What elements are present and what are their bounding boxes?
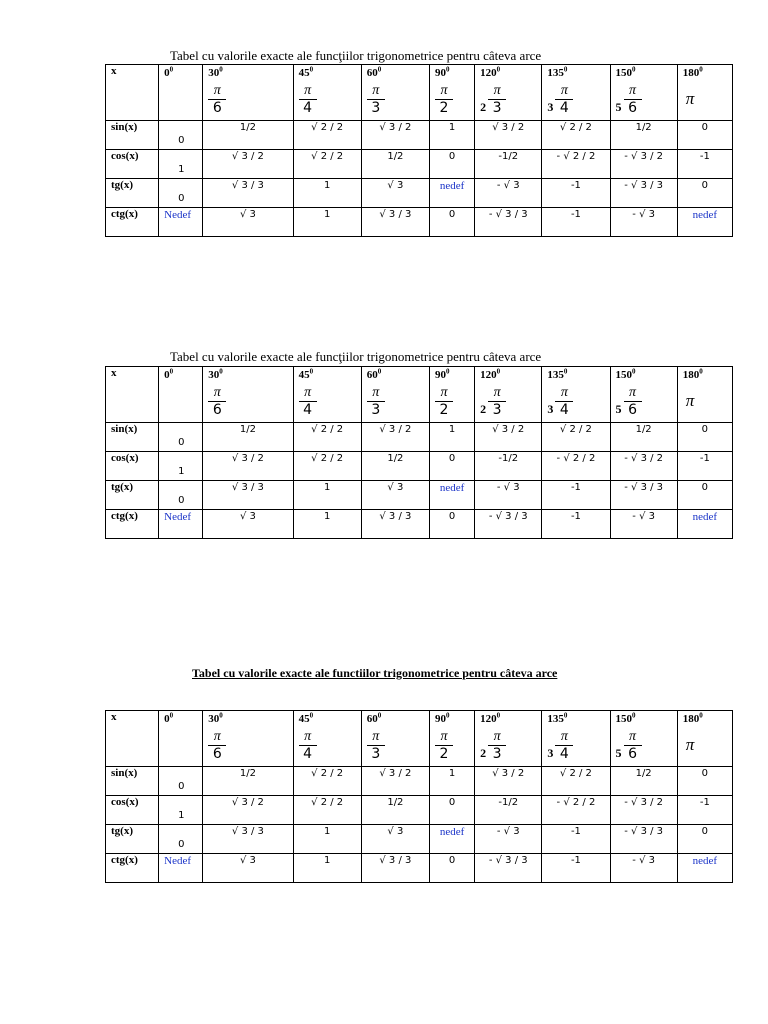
fraction: $\frac{\pi}{2}$ [435,83,453,116]
value-cell: √ 3 / 2 [379,122,412,133]
value-cell: - √ 3 / 2 [624,797,664,808]
cos-row [106,796,733,825]
value-cell: -1 [570,209,581,220]
value-cell: 0 [178,193,185,204]
col-120deg: $120^0$ 2 $\frac{\pi}{3}$ [475,367,542,423]
sin-row [106,767,733,796]
col-30deg: $30^0$ $\frac{\pi}{6}$ [203,65,293,121]
col-180deg: $180^0$ π [677,711,732,767]
fraction: 3 $\frac{\pi}{4}$ [547,729,573,762]
ctg-row [106,208,733,237]
value-cell: - √ 3 / 3 [624,482,664,493]
value-cell: 1/2 [239,424,256,435]
value-cell: 1 [323,855,331,866]
trig-table-2 [105,366,733,539]
row-label: sin(x) [111,423,138,435]
value-cell: √ 3 [387,482,404,493]
value-cell: - √ 3 / 2 [624,453,664,464]
ctg-row [106,510,733,539]
value-cell: - √ 3 [496,180,520,191]
value-cell: 1 [323,826,331,837]
col-180deg: $180^0$ π [677,65,732,121]
value-cell: √ 2 / 2 [311,424,344,435]
value-cell: - √ 3 / 3 [488,511,528,522]
x-header: x [106,65,159,121]
value-cell: 0 [448,151,456,162]
value-cell: √ 3 / 2 [379,424,412,435]
trig-table-1 [105,64,733,237]
value-cell: 0 [448,209,456,220]
col-60deg: $60^0$ $\frac{\pi}{3}$ [361,367,429,423]
value-cell: 0 [448,511,456,522]
sin-row [106,121,733,150]
header-row [106,65,733,121]
value-cell: - √ 3 / 3 [624,180,664,191]
value-cell: -1/2 [498,151,519,162]
value-cell: 1/2 [239,768,256,779]
value-cell: -1 [570,826,581,837]
value-cell: -1 [699,453,710,464]
row-label: cos(x) [111,452,139,464]
row-label: tg(x) [111,481,133,493]
row-label: ctg(x) [111,208,138,220]
value-cell: - √ 3 / 3 [488,855,528,866]
fraction: 3 $\frac{\pi}{4}$ [547,83,573,116]
row-label: sin(x) [111,121,138,133]
col-120deg: $120^0$ 2 $\frac{\pi}{3}$ [475,711,542,767]
value-cell: -1 [570,855,581,866]
value-cell: - √ 3 / 3 [624,826,664,837]
col-150deg: $150^0$ 5 $\frac{\pi}{6}$ [610,367,677,423]
value-cell: 1 [448,424,456,435]
fraction: $\frac{\pi}{6}$ [208,83,226,116]
row-label: sin(x) [111,767,138,779]
row-label: cos(x) [111,150,139,162]
fraction: 2 $\frac{\pi}{3}$ [480,385,506,418]
col-45deg: $45^0$ $\frac{\pi}{4}$ [293,367,361,423]
value-cell: Nedef [164,209,192,221]
row-label: tg(x) [111,825,133,837]
value-cell: 0 [448,855,456,866]
value-cell: √ 2 / 2 [311,122,344,133]
value-cell: -1 [570,482,581,493]
header-row [106,711,733,767]
value-cell: √ 2 / 2 [311,768,344,779]
fraction: $\frac{\pi}{4}$ [299,385,317,418]
value-cell: -1/2 [498,797,519,808]
value-cell: 1 [178,164,185,175]
value-cell: - √ 3 [496,826,520,837]
header-row [106,367,733,423]
value-cell: 0 [701,768,709,779]
value-cell: √ 3 [387,826,404,837]
value-cell: √ 3 / 3 [379,209,412,220]
value-cell: 1/2 [635,424,652,435]
value-cell: √ 3 / 3 [231,180,264,191]
fraction: $\frac{\pi}{6}$ [208,385,226,418]
fraction: $\frac{\pi}{6}$ [208,729,226,762]
col-90deg: $90^0$ $\frac{\pi}{2}$ [429,65,474,121]
col-120deg: $120^0$ 2 $\frac{\pi}{3}$ [475,65,542,121]
value-cell: 0 [178,495,185,506]
fraction: $\frac{\pi}{2}$ [435,729,453,762]
value-cell: - √ 2 / 2 [556,453,596,464]
ctg-row [106,854,733,883]
x-header: x [106,711,159,767]
value-cell: 0 [448,453,456,464]
row-label: cos(x) [111,796,139,808]
value-cell: - √ 3 [632,209,655,220]
col-135deg: $135^0$ 3 $\frac{\pi}{4}$ [542,65,610,121]
tg-row [106,481,733,510]
tg-row [106,179,733,208]
value-cell: 0 [178,839,185,850]
value-cell: √ 3 / 3 [379,855,412,866]
value-cell: -1/2 [498,453,519,464]
value-cell: 1/2 [387,151,404,162]
value-cell: - √ 3 [632,855,655,866]
value-cell: 1 [323,180,331,191]
value-cell: √ 3 [239,209,256,220]
value-cell: √ 3 [387,180,404,191]
value-cell: √ 2 / 2 [559,768,592,779]
col-30deg: $30^0$ $\frac{\pi}{6}$ [203,367,293,423]
value-cell: √ 2 / 2 [311,797,344,808]
value-cell: 1 [448,768,456,779]
row-label: tg(x) [111,179,133,191]
fraction: $\frac{\pi}{4}$ [299,729,317,762]
value-cell: √ 2 / 2 [311,151,344,162]
value-cell: 0 [178,781,185,792]
value-cell: √ 2 / 2 [559,122,592,133]
table-title-2: Tabel cu valorile exacte ale funcţiilor trigonometrice pentru câteva arce [170,349,542,364]
row-label: ctg(x) [111,510,138,522]
value-cell: 0 [178,135,185,146]
col-0deg: $0^0$ [159,367,203,423]
value-cell: √ 3 / 2 [379,768,412,779]
col-180deg: $180^0$ π [677,367,732,423]
value-cell: √ 3 / 2 [492,768,525,779]
col-60deg: $60^0$ $\frac{\pi}{3}$ [361,65,429,121]
value-cell: nedef [692,209,718,221]
value-cell: Nedef [164,855,192,867]
value-cell: 0 [701,482,709,493]
value-cell: nedef [692,511,718,523]
fraction: $\frac{\pi}{3}$ [367,83,385,116]
table-title-1: Tabel cu valorile exacte ale funcţiilor trigonometrice pentru câteva arce [170,48,542,63]
value-cell: √ 3 / 3 [231,826,264,837]
value-cell: 0 [448,797,456,808]
col-0deg: $0^0$ [159,711,203,767]
value-cell: - √ 2 / 2 [556,151,596,162]
fraction: $\frac{\pi}{4}$ [299,83,317,116]
row-label: ctg(x) [111,854,138,866]
fraction: $\frac{\pi}{3}$ [367,729,385,762]
value-cell: - √ 3 [496,482,520,493]
col-30deg: $30^0$ $\frac{\pi}{6}$ [203,711,293,767]
value-cell: 0 [178,437,185,448]
cos-row [106,150,733,179]
fraction: 2 $\frac{\pi}{3}$ [480,729,506,762]
value-cell: 1 [323,482,331,493]
col-45deg: $45^0$ $\frac{\pi}{4}$ [293,65,361,121]
value-cell: 1 [323,209,331,220]
col-90deg: $90^0$ $\frac{\pi}{2}$ [429,367,474,423]
col-135deg: $135^0$ 3 $\frac{\pi}{4}$ [542,367,610,423]
trig-table-3 [105,710,733,883]
fraction: 5 $\frac{\pi}{6}$ [616,729,642,762]
value-cell: √ 3 / 3 [379,511,412,522]
value-cell: - √ 2 / 2 [556,797,596,808]
value-cell: 0 [701,826,709,837]
value-cell: 0 [701,122,709,133]
value-cell: nedef [439,826,465,838]
table-title-3: Tabel cu valorile exacte ale functiilor trigonometrice pentru câteva arce [192,666,558,680]
value-cell: 1/2 [635,768,652,779]
value-cell: -1 [699,797,710,808]
fraction: 5 $\frac{\pi}{6}$ [616,83,642,116]
value-cell: √ 3 / 2 [231,453,264,464]
value-cell: - √ 3 / 3 [488,209,528,220]
pi-symbol: π [685,390,695,410]
col-135deg: $135^0$ 3 $\frac{\pi}{4}$ [542,711,610,767]
tg-row [106,825,733,854]
value-cell: √ 3 [239,855,256,866]
x-header: x [106,367,159,423]
value-cell: √ 3 / 3 [231,482,264,493]
col-45deg: $45^0$ $\frac{\pi}{4}$ [293,711,361,767]
fraction: 2 $\frac{\pi}{3}$ [480,83,506,116]
fraction: 5 $\frac{\pi}{6}$ [616,385,642,418]
value-cell: Nedef [164,511,192,523]
fraction: $\frac{\pi}{3}$ [367,385,385,418]
value-cell: -1 [570,180,581,191]
value-cell: nedef [439,482,465,494]
col-150deg: $150^0$ 5 $\frac{\pi}{6}$ [610,711,677,767]
sin-row [106,423,733,452]
cos-row [106,452,733,481]
value-cell: 1 [323,511,331,522]
value-cell: √ 3 / 2 [492,122,525,133]
value-cell: 1/2 [387,453,404,464]
fraction: $\frac{\pi}{2}$ [435,385,453,418]
col-0deg: $0^0$ [159,65,203,121]
value-cell: -1 [699,151,710,162]
pi-symbol: π [685,88,695,108]
value-cell: √ 3 / 2 [231,797,264,808]
value-cell: √ 3 / 2 [231,151,264,162]
value-cell: √ 3 [239,511,256,522]
pi-symbol: π [685,734,695,754]
value-cell: - √ 3 [632,511,655,522]
value-cell: 0 [701,424,709,435]
value-cell: √ 2 / 2 [559,424,592,435]
col-90deg: $90^0$ $\frac{\pi}{2}$ [429,711,474,767]
value-cell: 1/2 [387,797,404,808]
value-cell: √ 2 / 2 [311,453,344,464]
value-cell: -1 [570,511,581,522]
value-cell: 1 [448,122,456,133]
value-cell: nedef [439,180,465,192]
value-cell: - √ 3 / 2 [624,151,664,162]
value-cell: √ 3 / 2 [492,424,525,435]
fraction: 3 $\frac{\pi}{4}$ [547,385,573,418]
value-cell: nedef [692,855,718,867]
col-150deg: $150^0$ 5 $\frac{\pi}{6}$ [610,65,677,121]
value-cell: 1/2 [239,122,256,133]
value-cell: 1/2 [635,122,652,133]
value-cell: 1 [178,466,185,477]
col-60deg: $60^0$ $\frac{\pi}{3}$ [361,711,429,767]
value-cell: 1 [178,810,185,821]
value-cell: 0 [701,180,709,191]
